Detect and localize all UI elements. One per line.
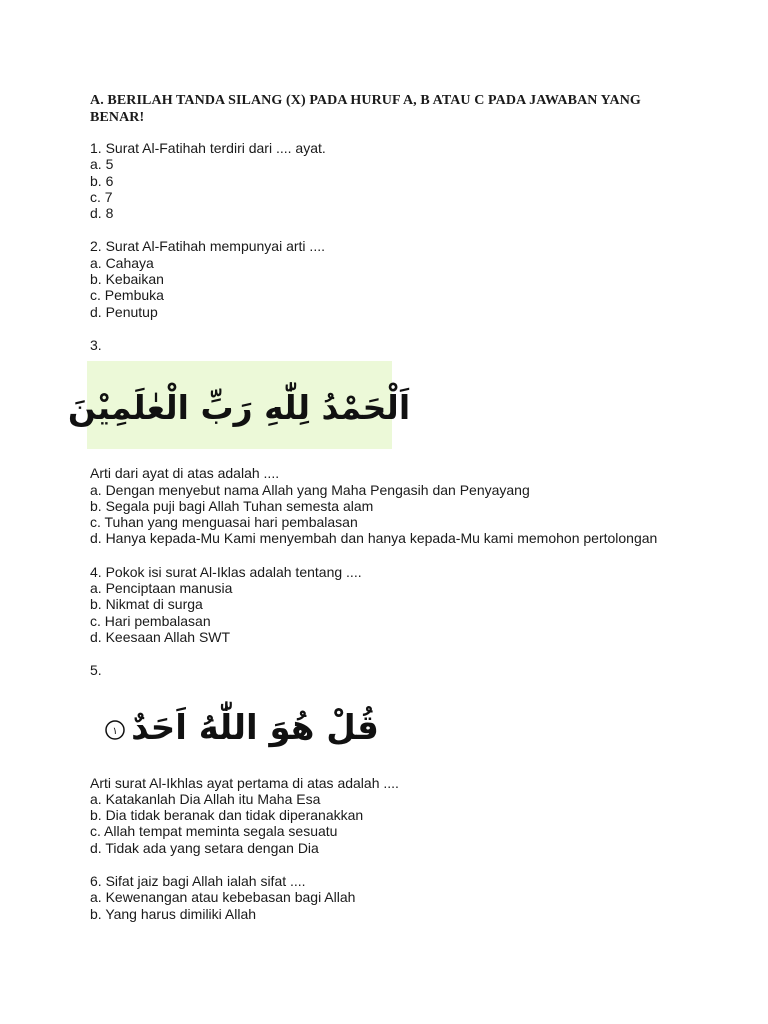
arabic-verse-text: قُلْ هُوَ اللّٰهُ اَحَدٌ (131, 707, 379, 748)
worksheet-page (67, 92, 690, 922)
question-6 (90, 873, 690, 922)
svg-text:١: ١ (112, 725, 118, 737)
answer-option[interactable]: a. Kewenangan atau kebebasan bagi Allah (90, 889, 356, 906)
answer-option[interactable]: b. Segala puji bagi Allah Tuhan semesta alam (90, 497, 374, 514)
arabic-verse-text: اَلْحَمْدُ لِلّٰهِ رَبِّ الْعٰلَمِيْنَ (67, 388, 411, 428)
question-text: 6. Sifat jaiz bagi Allah ialah sifat .... (90, 873, 306, 890)
question-number: 5. (90, 662, 102, 679)
answer-option[interactable]: d. Keesaan Allah SWT (90, 628, 231, 645)
answer-option[interactable]: c. Pembuka (90, 287, 164, 304)
answer-option[interactable]: d. Penutup (90, 303, 158, 320)
question-text: 2. Surat Al-Fatihah mempunyai arti .... (90, 238, 325, 255)
answer-option[interactable]: a. Cahaya (90, 254, 154, 271)
answer-option[interactable]: c. 7 (90, 188, 113, 205)
question-text: 1. Surat Al-Fatihah terdiri dari .... ayat. (90, 140, 326, 156)
answer-option[interactable]: b. Yang harus dimiliki Allah (90, 905, 257, 922)
question-text: Arti dari ayat di atas adalah .... (90, 465, 280, 482)
instruction-heading: A. BERILAH TANDA SILANG (X) PADA HURUF A, B ATAU C PADA JAWABAN YANG BENAR! (90, 93, 641, 125)
arabic-verse-qul-huwa-image (95, 695, 395, 759)
calligraphy-image (67, 361, 411, 449)
arabic-verse-alhamdulillah-image (67, 361, 411, 449)
answer-option[interactable]: a. Penciptaan manusia (90, 580, 233, 597)
question-text: Arti surat Al-Ikhlas ayat pertama di atas adalah .... (90, 774, 399, 791)
question-1 (90, 140, 690, 221)
answer-option[interactable]: b. Nikmat di surga (90, 596, 203, 613)
answer-option[interactable]: b. Dia tidak beranak dan tidak diperanakkan (90, 807, 364, 824)
answer-option[interactable]: d. 8 (90, 205, 114, 222)
question-text: 4. Pokok isi surat Al-Iklas adalah tentang .... (90, 563, 362, 580)
answer-option[interactable]: a. Dengan menyebut nama Allah yang Maha Pengasih dan Penyayang (90, 481, 530, 498)
question-number: 3. (90, 336, 102, 353)
answer-option[interactable]: b. Kebaikan (90, 271, 164, 288)
question-4 (90, 564, 690, 645)
answer-option[interactable]: b. 6 (90, 172, 114, 189)
answer-option[interactable]: c. Tuhan yang menguasai hari pembalasan (90, 514, 358, 531)
answer-option[interactable]: d. Hanya kepada-Mu Kami menyembah dan hanya kepada-Mu kami memohon pertolongan (90, 530, 658, 547)
answer-option[interactable]: c. Allah tempat meminta segala sesuatu (90, 823, 338, 840)
question-5 (90, 662, 690, 856)
answer-option[interactable]: c. Hari pembalasan (90, 612, 211, 629)
answer-option[interactable]: a. Katakanlah Dia Allah itu Maha Esa (90, 790, 321, 807)
question-3 (67, 336, 690, 547)
question-2 (90, 238, 690, 319)
answer-option[interactable]: d. Tidak ada yang setara dengan Dia (90, 839, 319, 856)
answer-option[interactable]: a. 5 (90, 156, 114, 173)
calligraphy-image (95, 695, 395, 759)
